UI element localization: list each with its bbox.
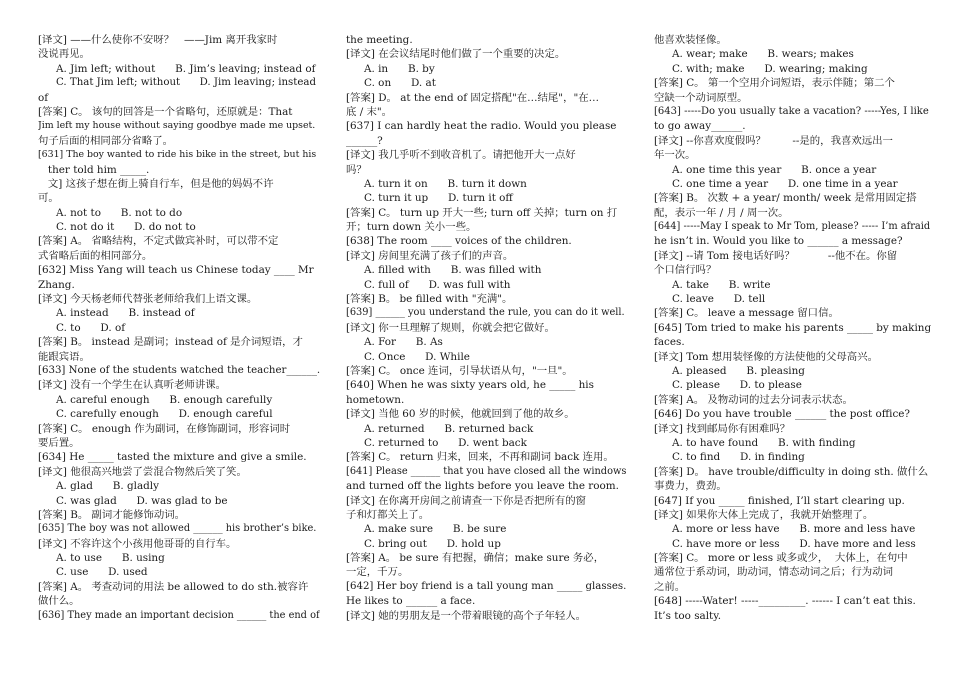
answer-options-line: A. not to B. not to do: [56, 206, 183, 219]
text-line: and turned off the lights before you leave the room.: [346, 480, 619, 493]
answer-options-line: A. For B. As: [364, 336, 443, 349]
text-line: [643] -----Do you usually take a vacation? -----Yes, I like: [654, 105, 929, 117]
text-line: [639] ______ you understand the rule, you can do it well.: [346, 307, 625, 319]
text-line: [译文] 在会议结尾时他们做了一个重要的决定。: [346, 48, 566, 61]
text-line: [译文] ——什么使你不安呀？ ——Jim 离开我家时: [38, 34, 278, 46]
answer-options-line: C. leave D. tell: [672, 293, 766, 306]
text-line: 句子后面的相同部分省略了。: [38, 134, 174, 147]
text-line: [答案] A。 be sure 有把握，确信；make sure 务必，: [346, 552, 605, 565]
text-line: [译文] 我几乎听不到收音机了。请把他开大一点好: [346, 149, 576, 162]
answer-options-line: A. in B. by: [364, 62, 435, 75]
text-line: [译文] 她的男朋友是一个带着眼镜的高个子年轻人。: [346, 609, 587, 622]
text-line: [答案] B。 次数 + a year/ month/ week 是常用固定搭: [654, 192, 917, 205]
answer-options-line: A. filled with B. was filled with: [364, 264, 542, 277]
answer-options-line: A. Jim left; without B. Jim’s leaving; instead of: [56, 62, 316, 75]
answer-options-line: C. please D. to please: [672, 379, 802, 392]
text-line: [答案] C。 once 连词，引导状语从句，"一旦"。: [346, 364, 573, 377]
text-line: [译文] --请 Tom 接电话好吗？ --他不在。你留: [654, 249, 898, 262]
answer-options-line: A. pleased B. pleasing: [672, 364, 805, 377]
text-line: [答案] C。 turn up 开大一些; turn off 关掉；turn on 打: [346, 206, 618, 219]
text-line: [译文] 当他 60 岁的时候，他就回到了他的故乡。: [346, 408, 575, 421]
answer-options-line: C. returned to D. went back: [364, 436, 527, 449]
text-line: He likes to ______ a face.: [346, 595, 476, 608]
text-line: ______?: [346, 134, 383, 147]
answer-options-line: C. have more or less D. have more and less: [672, 537, 916, 550]
text-line: [译文] 不容许这个小孩用他哥哥的自行车。: [38, 537, 237, 550]
answer-options-line: C. on D. at: [364, 77, 436, 90]
text-line: 可。: [38, 192, 59, 205]
answer-options-line: C. That Jim left; without D. Jim leaving; instead: [56, 77, 316, 89]
answer-options-line: C. carefully enough D. enough careful: [56, 408, 273, 421]
text-line: [译文] 如果你大体上完成了，我就开始整理了。: [654, 508, 874, 521]
text-line: 底 / 末"。: [346, 105, 393, 118]
answer-options-line: C. with; make D. wearing; making: [672, 62, 868, 75]
text-line: [645] Tom tried to make his parents _____ by making: [654, 321, 932, 334]
text-line: 做什么。: [38, 595, 80, 608]
answer-options-line: A. glad B. gladly: [56, 480, 160, 493]
answer-options-line: C. not do it D. do not to: [56, 221, 196, 234]
text-line: [答案] B。 副词才能修饰动词。: [38, 508, 186, 521]
answer-options-line: A. make sure B. be sure: [364, 523, 507, 536]
text-line: 空缺一个动词原型。: [654, 91, 748, 104]
text-line: 吗？: [346, 163, 367, 176]
text-line: 个口信行吗？: [654, 264, 717, 277]
column-middle: [346, 33, 628, 623]
answer-options-line: C. full of D. was full with: [364, 278, 511, 291]
text-line: [译文] 他很高兴地尝了尝混合物然后笑了笑。: [38, 465, 247, 478]
text-line: [答案] C。 return 归来，回来，不再和副词 back 连用。: [346, 451, 614, 464]
answer-options-line: A. to use B. using: [56, 552, 165, 565]
text-line: he isn’t in. Would you like to ______ a message?: [654, 235, 903, 248]
text-line: [答案] B。 instead 是副词；instead of 是介词短语，才: [38, 336, 303, 349]
text-line: [647] If you _____ finished, I’ll start clearing up.: [654, 494, 905, 507]
answer-options-line: C. Once D. While: [364, 350, 470, 363]
text-line: [636] They made an important decision ______ the end of: [38, 609, 320, 621]
text-line: 文] 这孩子想在街上骑自行车，但是他的妈妈不许: [38, 177, 274, 190]
text-line: [答案] D。 at the end of 固定搭配"在…结尾"，"在…: [346, 91, 600, 104]
text-line: [642] Her boy friend is a tall young man _____ glasses.: [346, 580, 627, 592]
answer-options-line: C. to D. of: [56, 321, 126, 334]
text-line: 年一次。: [654, 149, 696, 162]
answer-options-line: A. wear; make B. wears; makes: [672, 48, 854, 61]
text-line: of: [38, 91, 49, 104]
text-line: [答案] C。 该句的回答是一个省略句，还原就是：That: [38, 105, 293, 118]
answer-options-line: A. take B. write: [672, 278, 771, 291]
text-line: hometown.: [346, 393, 405, 406]
answer-options-line: A. to have found B. with finding: [672, 436, 856, 449]
text-line: to go away______.: [654, 120, 746, 133]
text-line: [634] He _____ tasted the mixture and give a smile.: [38, 451, 307, 464]
text-line: [644] -----May I speak to Mr Tom, please? ----- I’m afraid: [654, 221, 931, 233]
text-line: [译文] 在你离开房间之前请查一下你是否把所有的窗: [346, 494, 587, 507]
text-line: [译文] 没有一个学生在认真听老师讲课。: [38, 379, 227, 392]
text-line: [译文] 房间里充满了孩子们的声音。: [346, 249, 514, 262]
text-line: [635] The boy was not allowed ______ his brother’s bike.: [38, 523, 317, 535]
text-line: [646] Do you have trouble ______ the post office?: [654, 408, 910, 421]
text-line: [译文] --你喜欢度假吗？ --是的，我喜欢远出一: [654, 134, 893, 147]
text-line: 子和灯都关上了。: [346, 508, 430, 521]
answer-options-line: C. to find D. in finding: [672, 451, 805, 464]
text-line: the meeting.: [346, 34, 413, 46]
column-right: [654, 33, 932, 623]
text-line: [答案] A。 及物动词的过去分词表示状态。: [654, 393, 853, 406]
text-line: [632] Miss Yang will teach us Chinese today ____ Mr: [38, 264, 314, 277]
answer-options-line: A. careful enough B. enough carefully: [56, 393, 273, 406]
text-line: 通常位于系动词，助动词，情态动词之后；行为动词: [654, 566, 893, 579]
answer-options-line: C. turn it up D. turn it off: [364, 192, 513, 205]
text-line: 他喜欢装怪像。: [654, 34, 727, 46]
text-line: Zhang.: [38, 278, 75, 291]
text-line: [答案] A。 考查动词的用法 be allowed to do sth.被容许: [38, 580, 309, 593]
answer-options-line: C. bring out D. hold up: [364, 537, 501, 550]
text-line: [答案] A。 省略结构，不定式做宾补时，可以带不定: [38, 235, 279, 248]
text-line: [译文] 找到邮局你有困难吗？: [654, 422, 791, 435]
text-line: [641] Please ______ that you have closed all the windows: [346, 465, 627, 477]
text-line: [译文] 今天杨老师代替张老师给我们上语文课。: [38, 293, 258, 306]
text-line: [译文] Tom 想用装怪像的方法使他的父母高兴。: [654, 350, 878, 363]
text-line: ther told him _____.: [38, 163, 150, 176]
text-line: 之前。: [654, 580, 686, 593]
answer-options-line: C. was glad D. was glad to be: [56, 494, 228, 507]
text-line: 要后置。: [38, 436, 80, 449]
answer-options-line: A. one time this year B. once a year: [672, 163, 877, 176]
text-line: [631] The boy wanted to ride his bike in the street, but his: [38, 149, 317, 161]
answer-options-line: A. instead B. instead of: [56, 307, 195, 320]
answer-options-line: A. more or less have B. more and less have: [672, 523, 916, 536]
text-line: [答案] D。 have trouble/difficulty in doing sth. 做什么: [654, 465, 929, 478]
text-line: [答案] C。 enough 作为副词，在修饰副词，形容词时: [38, 422, 291, 435]
text-line: 配，表示一年 / 月 / 周一次。: [654, 206, 789, 219]
text-line: 事费力，费劲。: [654, 480, 727, 493]
text-line: [637] I can hardly heat the radio. Would you please: [346, 120, 617, 133]
column-left: [38, 33, 320, 623]
text-line: 一定，千万。: [346, 566, 409, 579]
text-line: 没说再见。: [38, 48, 90, 61]
text-line: 能跟宾语。: [38, 350, 90, 363]
answer-options-line: C. one time a year D. one time in a year: [672, 177, 898, 190]
text-line: [答案] C。 leave a message 留口信。: [654, 307, 839, 320]
text-line: [638] The room ____ voices of the children.: [346, 235, 572, 248]
text-line: [640] When he was sixty years old, he _____ his: [346, 379, 594, 392]
text-line: Jim left my house without saying goodbye made me upset.: [38, 120, 316, 132]
text-line: [答案] C。 more or less 或多或少， 大体上，在句中: [654, 552, 908, 565]
answer-options-line: A. returned B. returned back: [364, 422, 534, 435]
text-line: 开；turn down 关小一些。: [346, 221, 477, 234]
text-line: [648] -----Water! -----_________. ------ I can’t eat this.: [654, 595, 916, 608]
text-line: faces.: [654, 336, 685, 349]
text-line: [答案] C。 第一个空用介词短语，表示伴随；第二个: [654, 77, 895, 90]
text-line: 式省略后面的相同部分。: [38, 249, 153, 262]
text-line: [答案] B。 be filled with "充满"。: [346, 293, 513, 306]
answer-options-line: A. turn it on B. turn it down: [364, 177, 527, 190]
text-line: [633] None of the students watched the teacher______.: [38, 364, 320, 376]
answer-options-line: C. use D. used: [56, 566, 148, 579]
text-line: [译文] 你一旦理解了规则，你就会把它做好。: [346, 321, 555, 334]
text-line: It’s too salty.: [654, 609, 722, 622]
